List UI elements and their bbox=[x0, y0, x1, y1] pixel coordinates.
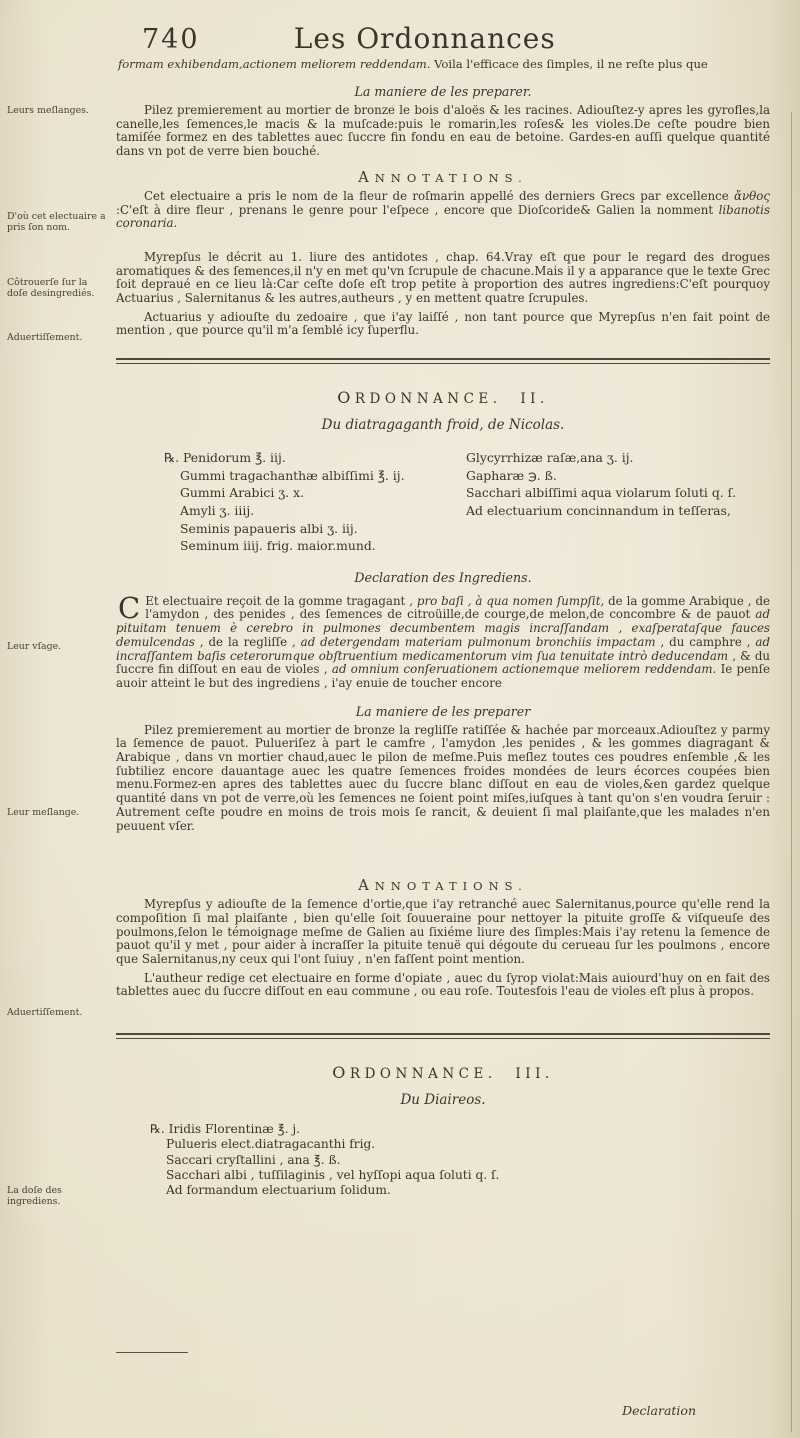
subheading-diaireos: Du Diaireos. bbox=[400, 1092, 486, 1109]
recipe-line: Ad formandum electuarium ſolidum. bbox=[166, 1182, 391, 1197]
margin-note-advertissement-1: Aduertiſſement. bbox=[7, 332, 83, 343]
paragraph-annotation-ortie: Myrepſus y adiouſte de la ſemence d'ortie,que i'ay retranché auec Salernitanus,pource qu'elle rend la compoſition ſi mal plaiſante , bien qu'elle ſoit ſouueraine pour nettoyer la pituite groſſe & viſqueuſe des poulmons,ſelon le témoignage meſme de Galien au ſixiéme liure des ſimples:Mais i'ay retenu la ſemence de pauot qu'il y met , pour aider à incraſſer la pituite tenuë qui dégoute du cerueau ſur les poulmons , encore que Salernitanus,ny ceux qui l'ont ſuiuy , n'en faſſent point mention. bbox=[116, 897, 770, 967]
recipe-line: ℞. Penidorum ℥. iij. bbox=[164, 450, 286, 466]
running-title: Les Ordonnances bbox=[293, 22, 556, 55]
paragraph-origine-du-nom: Cet electuaire a pris le nom de la fleur de roſmarin appellé des derniers Grecs par excellence ἄνθος :C'eſt à dire fleur , prenans le genre pour l'eſpece , encore que Dioſcoride& Galien la nomment libanotis coronaria. bbox=[116, 188, 770, 231]
heading-annotations-1: ANNOTATIONS. bbox=[358, 169, 528, 186]
catchword: Declaration bbox=[622, 1402, 696, 1418]
recipe-line: Sacchari albiſſimi aqua violarum ſoluti q. ſ. bbox=[466, 485, 737, 501]
heading-declaration-ingrediens: Declaration des Ingrediens. bbox=[354, 569, 532, 585]
recipe-right-column bbox=[466, 449, 770, 555]
heading-ordonnance-3: ORDONNANCE. III. bbox=[332, 1063, 554, 1083]
recipe-diaireos bbox=[150, 1122, 770, 1198]
text-column bbox=[116, 0, 770, 1198]
margin-note-controverse-dose: Côtrouerſe ſur la doſe desingrediés. bbox=[7, 277, 95, 299]
margin-note-leur-usage: Leur vſage. bbox=[7, 641, 62, 652]
margin-note-leurs-meslanges: Leurs meſlanges. bbox=[7, 105, 89, 116]
paragraph-actuarius-zedoaire: Actuarius y adiouſte du zedoaire , que i'ay laiſſé , non tant pource que Myrepſus n'en fait point de mention , que pource qu'il m'a ſemblé icy ſuperflu. bbox=[116, 309, 770, 338]
margin-note-dose-ingrediens: La doſe des ingrediens. bbox=[7, 1185, 62, 1207]
paragraph-preparation-diatragaganth: Pilez premierement au mortier de bronze la regliſſe ratiſſée & hachée par morceaux.Adiouſtez y parmy la ſemence de pauot. Pulueriſez à part le camfre , l'amydon ,les penides , & les gommes diagragant & Arabique , dans vn mortier chaud,auec le pilon de meſme.Puis meſlez toutes ces poudres enſemble ,& les ſubtiliez encore dauantage auec les quatre ſemences froides mondées de leurs écorces coupées bien menu.Formez-en apres des tablettes auec du ſuccre blanc diſſout en eau de violes,&en gardez quelque quantité dans vn pot de verre,où les ſemences ne ſoient point miſes,iuſques à tant qu'on s'en voudra ſeruir : Autrement ceſte poudre en moins de trois mois ſe rancit, & deuient ſi mal plaiſante,que les malades n'en peuuent vſer. bbox=[116, 722, 770, 833]
intro-line bbox=[118, 58, 770, 71]
recipe-line: Saccari cryſtallini , ana ℥. ß. bbox=[166, 1152, 341, 1167]
paragraph-myrepsus-dose: Myrepſus le décrit au 1. liure des antidotes , chap. 64.Vray eſt que pour le regard des drogues aromatiques & des ſemences,il n'y en met qu'vn ſcrupule de chacune.Mais il y a apparance que le texte Grec ſoit depraué en ce lieu là:Car ceſte doſe eſt trop petite à proportion des autres ingrediens:C'eſt pourquoy Actuarius , Salernitanus & les autres,autheurs , y en mettent quatre ſcrupules. bbox=[116, 249, 770, 306]
recipe-line: Gummi tragachanthæ albiſſimi ℥. ij. bbox=[180, 467, 405, 483]
recipe-line: Gapharæ ℈. ß. bbox=[466, 467, 557, 483]
paragraph-declaration-ingrediens bbox=[116, 590, 771, 691]
page-edge-line bbox=[791, 112, 792, 1432]
section-divider-rule-2 bbox=[116, 1033, 770, 1039]
heading-maniere-de-preparer-1: La maniere de les preparer. bbox=[354, 84, 532, 99]
page-header bbox=[116, 22, 770, 55]
recipe-line: Glycyrrhizæ raſæ,ana ʒ. ij. bbox=[466, 450, 634, 466]
intro-rest: Voila l'efficace des ſimples, il ne reſte plus que bbox=[430, 57, 708, 71]
recipe-left-column bbox=[164, 449, 466, 555]
recipe-line: Seminum iiij. frig. maior.mund. bbox=[180, 538, 376, 554]
signature-rule bbox=[116, 1352, 188, 1353]
heading-maniere-de-preparer-2: La maniere de les preparer bbox=[355, 703, 531, 719]
declaration-text: Et electuaire reçoit de la gomme tragagant , pro baſi , à qua nomen ſumpſit, de la gomme Arabique , de l'amydon , des penides , des ſemences de citroüille,de courge,de melon,de concombre & de pauot ad pituitam tenuem è cerebro in pulmones decumbentem magis incraſſandam , exaſperataſque fauces demulcendas , de la regliſſe , ad detergendam materiam pulmonum bronchiis impactam , du camphre , ad incraſſantem baſis ceterorumque obſtruentium medicamentorum vim ſua tenuitate intrò deducendam , & du ſuccre fin diſſout en eau de violes , ad omnium conſeruationem actionemque meliorem reddendam. Ie penſe auoir atteint le but des ingrediens , i'ay enuie de toucher encore bbox=[116, 593, 771, 690]
section-divider-rule-1 bbox=[116, 358, 770, 364]
page-number: 740 bbox=[142, 24, 200, 55]
intro-latin: formam exhibendam,actionem meliorem reddendam. bbox=[118, 57, 431, 71]
recipe-diatragaganth bbox=[164, 449, 770, 555]
margin-note-leur-meslange: Leur meſlange. bbox=[7, 807, 80, 818]
heading-ordonnance-2: ORDONNANCE. II. bbox=[337, 388, 549, 408]
drop-cap: C bbox=[118, 590, 141, 625]
margin-note-advertissement-2: Aduertiſſement. bbox=[7, 1007, 83, 1018]
paragraph-preparation-rosmarin: Pilez premierement au mortier de bronze le bois d'aloës & les racines. Adiouſtez-y apres les gyrofles,la canelle,les ſemences,le macis & la muſcade:puis le romarin,les roſes& les violes.De ceſte poudre bien tamiſée formez en des tablettes auec ſuccre fin fondu en eau de betoine. Gardes-en auſſi quelque quantité dans vn pot de verre bien bouché. bbox=[116, 103, 770, 159]
recipe-line: Ad electuarium concinnandum in teſſeras, bbox=[466, 502, 731, 518]
recipe-line: ℞. Iridis Florentinæ ℥. j. bbox=[150, 1122, 301, 1137]
recipe-line: Sacchari albi , tuſſilaginis , vel hyſſopi aqua ſoluti q. ſ. bbox=[166, 1167, 500, 1182]
margin-note-origine-du-nom: D'où cet electuaire a pris ſon nom. bbox=[7, 211, 106, 233]
recipe-line: Seminis papaueris albi ʒ. iij. bbox=[180, 520, 358, 536]
heading-annotations-2: ANNOTATIONS. bbox=[358, 878, 528, 895]
recipe-line: Pulueris elect.diatragacanthi frig. bbox=[166, 1137, 376, 1152]
recipe-line: Gummi Arabici ʒ. x. bbox=[180, 485, 305, 501]
paragraph-annotation-opiate: L'autheur redige cet electuaire en forme d'opiate , auec du ſyrop violat:Mais auiourd'huy on en fait des tablettes auec du ſuccre diſſout en eau commune , ou eau roſe. Toutesfois l'eau de violes eſt plus à propos. bbox=[116, 970, 770, 999]
subheading-diatragaganth: Du diatragaganth froid, de Nicolas. bbox=[321, 417, 565, 434]
recipe-line: Amyli ʒ. iiij. bbox=[180, 502, 255, 518]
